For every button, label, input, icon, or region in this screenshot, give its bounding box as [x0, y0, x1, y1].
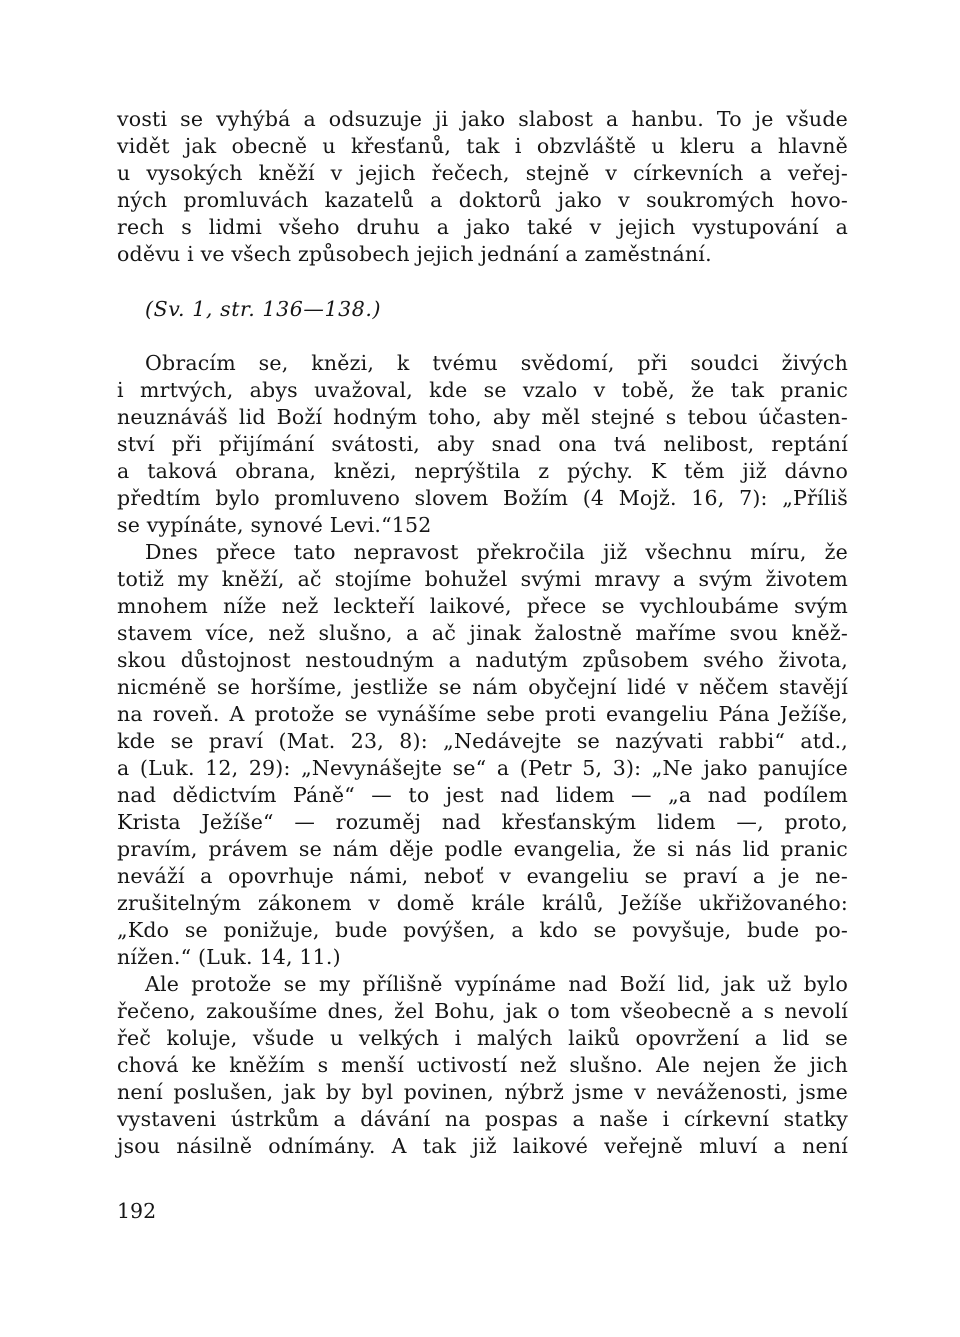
paragraph-start-line: Ale protože se my přílišně vypínáme nad Boží lid, jak už bylo — [145, 972, 848, 996]
text-line: na roveň. A protože se vynášíme sebe proti evangeliu Pána Ježíše, — [117, 702, 848, 726]
text-line: nížen.“ (Luk. 14, 11.) — [117, 945, 341, 969]
text-line: „Kdo se ponižuje, bude povýšen, a kdo se povyšuje, bude po- — [117, 918, 848, 942]
text-line: a taková obrana, knězi, neprýštila z pýchy. K těm již dávno — [117, 459, 848, 483]
text-line: neváží a opovrhuje námi, neboť v evangeliu se praví a je ne- — [117, 864, 848, 888]
text-line: stavem více, než slušno, a ač jinak žalostně maříme svou kněž- — [117, 621, 848, 645]
text-line: pravím, právem se nám děje podle evangelia, že si nás lid pranic — [117, 837, 848, 861]
text-line: kde se praví (Mat. 23, 8): „Nedávejte se nazývati rabbi“ atd., — [117, 729, 848, 753]
text-line: nad dědictvím Páně“ — to jest nad lidem — „a nad podílem — [117, 783, 848, 807]
text-line: vidět jak obecně u křesťanů, tak i obzvláště u kleru a hlavně — [117, 134, 848, 158]
paragraph-start-line: Dnes přece tato nepravost překročila již všechnu míru, že — [145, 540, 848, 564]
text-line: Krista Ježíše“ — rozuměj nad křesťanským lidem —, proto, — [117, 810, 848, 834]
text-line: i mrtvých, abys uvažoval, kde se vzalo v tobě, že tak pranic — [117, 378, 848, 402]
text-line: nicméně se horšíme, jestliže se nám obyčejní lidé v něčem stavějí — [117, 675, 848, 699]
text-line: se vypínáte, synové Levi.“152 — [117, 513, 432, 537]
text-line: u vysokých kněží v jejich řečech, stejně v církevních a veřej- — [117, 161, 848, 185]
text-line: ství při přijímání svátosti, aby snad ona tvá nelibost, reptání — [117, 432, 848, 456]
text-line: vosti se vyhýbá a odsuzuje ji jako slabost a hanbu. To je všude — [117, 107, 848, 131]
text-line: ných promluvách kazatelů a doktorů jako v soukromých hovo- — [117, 188, 848, 212]
text-line: neuznáváš lid Boží hodným toho, aby měl stejné s tebou účasten- — [117, 405, 848, 429]
text-line: zrušitelným zákonem v domě krále králů, Ježíše ukřižovaného: — [117, 891, 848, 915]
text-line: a (Luk. 12, 29): „Nevynášejte se“ a (Petr 5, 3): „Ne jako panujíce — [117, 756, 848, 780]
text-line: rech s lidmi všeho druhu a jako také v jejich vystupování a — [117, 215, 848, 239]
text-line: jsou násilně odnímány. A tak již laikové veřejně mluví a není — [117, 1134, 848, 1158]
text-line: skou důstojnost nestoudným a nadutým způsobem svého života, — [117, 648, 848, 672]
page-number: 192 — [117, 1199, 157, 1223]
text-line: mnohem níže než leckteří laikové, přece se vychloubáme svým — [117, 594, 848, 618]
text-line: totiž my kněží, ač stojíme bohužel svými mravy a svým životem — [117, 567, 848, 591]
text-line: vystaveni ústrkům a dávání na pospas a naše i církevní statky — [117, 1107, 848, 1131]
text-line: není poslušen, jak by byl povinen, nýbrž jsme v neváženosti, jsme — [117, 1080, 848, 1104]
text-line: řeč koluje, všude u velkých i malých laiků opovržení a lid se — [117, 1026, 848, 1050]
source-reference: (Sv. 1, str. 136—138.) — [145, 297, 382, 321]
text-line: předtím bylo promluveno slovem Božím (4 Mojž. 16, 7): „Příliš — [117, 486, 848, 510]
text-line: chová ke kněžím s menší uctivostí než slušno. Ale nejen že jich — [117, 1053, 848, 1077]
paragraph-start-line: Obracím se, knězi, k tvému svědomí, při soudci živých — [145, 351, 848, 375]
text-line: řečeno, zakoušíme dnes, žel Bohu, jak o tom všeobecně a s nevolí — [117, 999, 848, 1023]
text-line: oděvu i ve všech způsobech jejich jednání a zaměstnání. — [117, 242, 712, 266]
